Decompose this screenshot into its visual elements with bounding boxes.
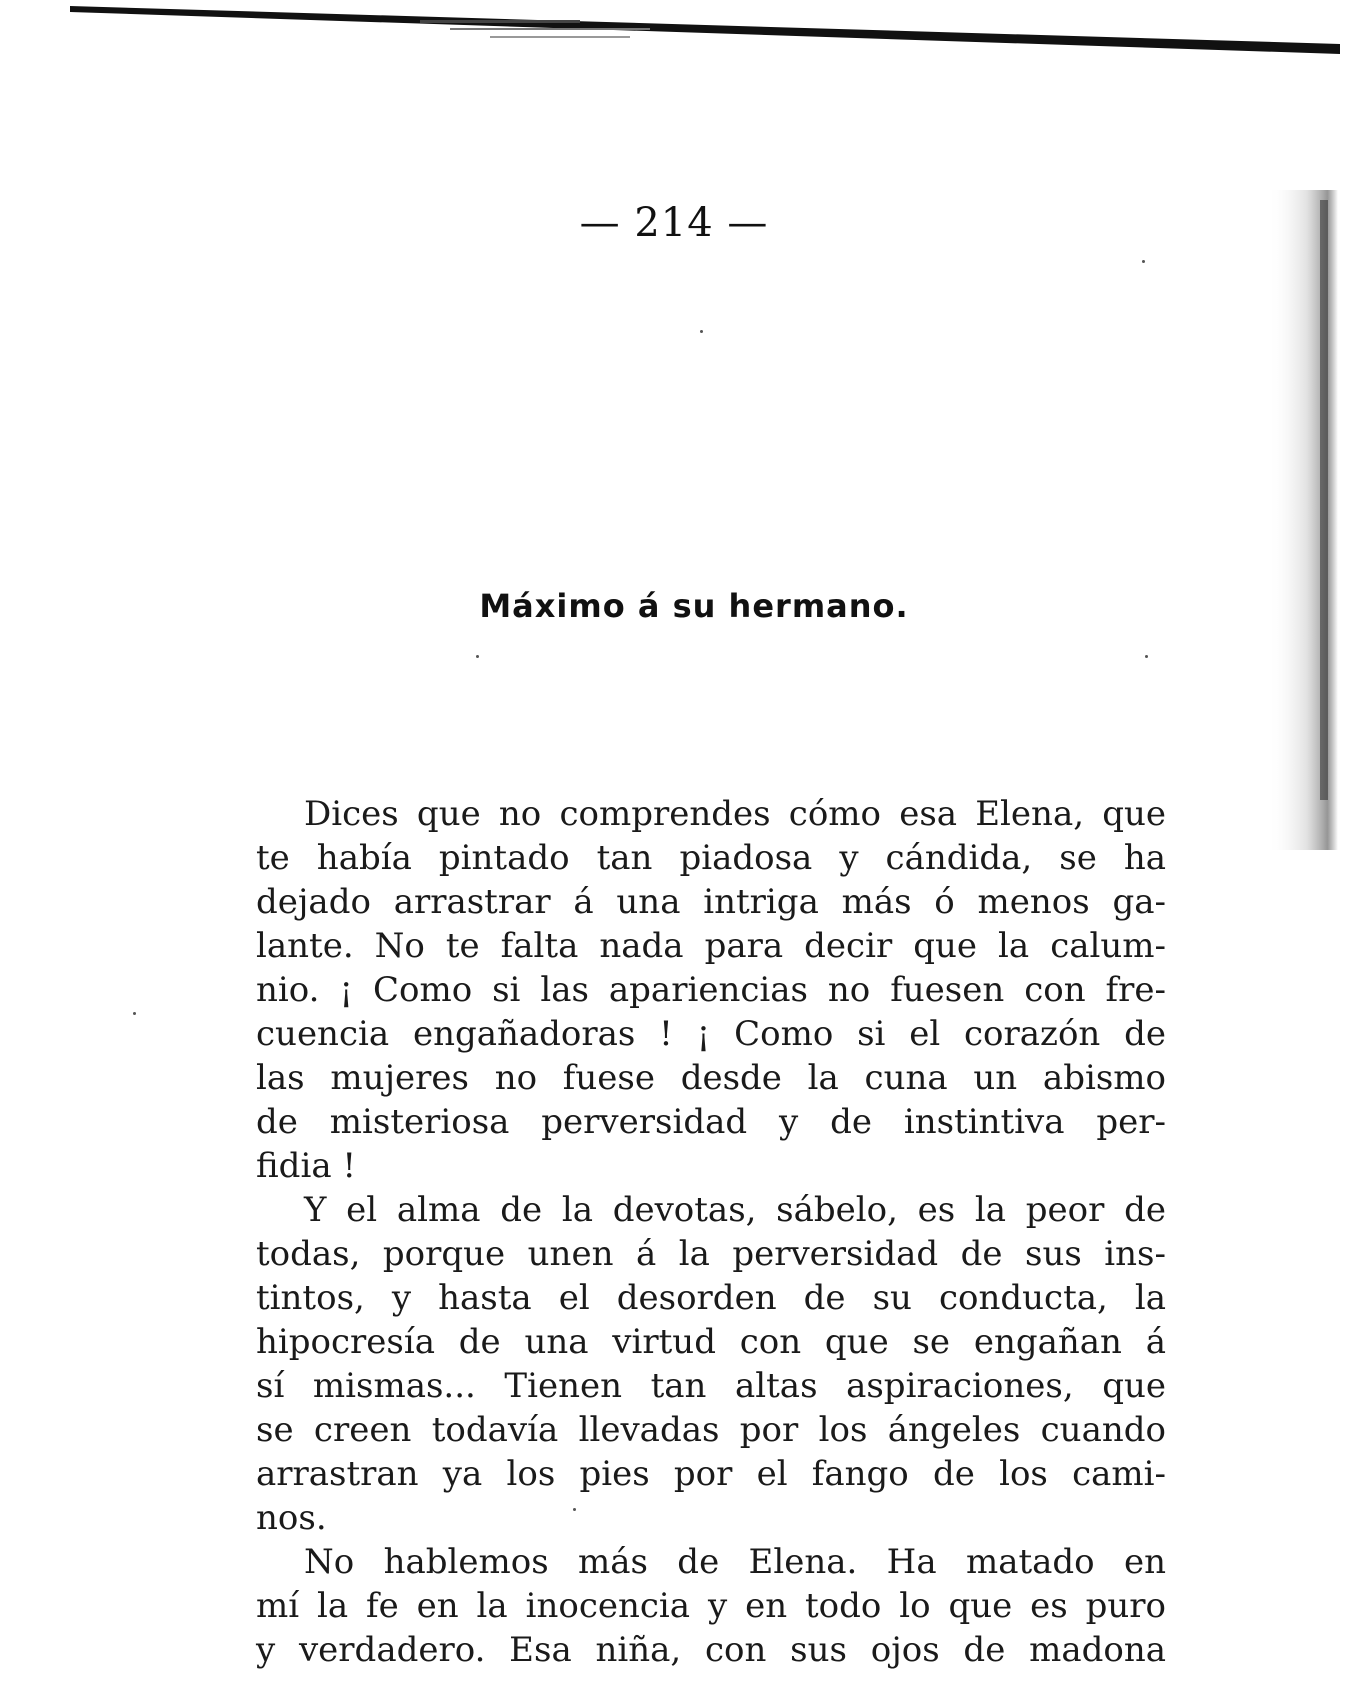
text-line: hipocresía de una virtud con que se engañan á — [256, 1322, 1166, 1362]
text-line: No hablemos más de Elena. Ha matado en — [304, 1542, 1166, 1582]
top-page-rule — [70, 6, 1340, 56]
scan-speck — [133, 1012, 136, 1015]
text-line: y verdadero. Esa niña, con sus ojos de madona — [256, 1630, 1166, 1670]
text-line: tintos, y hasta el desorden de su conducta, la — [256, 1278, 1166, 1318]
text-line: dejado arrastrar á una intriga más ó menos ga- — [256, 882, 1166, 922]
text-line: nos. — [256, 1498, 327, 1538]
text-line: de misteriosa perversidad y de instintiva per- — [256, 1102, 1166, 1142]
page-number: — 214 — — [579, 200, 769, 246]
text-line: lante. No te falta nada para decir que la calum- — [256, 926, 1166, 966]
text-line: nio. ¡ Como si las apariencias no fuesen con fre- — [256, 970, 1166, 1010]
text-line: fidia ! — [256, 1146, 357, 1186]
text-line: Dices que no comprendes cómo esa Elena, que — [304, 794, 1166, 834]
text-line: sí mismas... Tienen tan altas aspiraciones, que — [256, 1366, 1166, 1406]
text-line: mí la fe en la inocencia y en todo lo que es puro — [256, 1586, 1166, 1626]
scan-speck — [573, 1508, 576, 1511]
text-line: las mujeres no fuese desde la cuna un abismo — [256, 1058, 1166, 1098]
scan-speck — [1145, 655, 1148, 658]
paragraph — [256, 1540, 1166, 1672]
text-line: te había pintado tan piadosa y cándida, se ha — [256, 838, 1166, 878]
text-line: cuencia engañadoras ! ¡ Como si el corazón de — [256, 1014, 1166, 1054]
chapter-title: Máximo á su hermano. — [479, 587, 909, 625]
scan-speck — [476, 655, 479, 658]
text-line: se creen todavía llevadas por los ángeles cuando — [256, 1410, 1166, 1450]
paragraph — [256, 1188, 1166, 1540]
paragraph — [256, 792, 1166, 1188]
text-line: arrastran ya los pies por el fango de los cami- — [256, 1454, 1166, 1494]
page-edge-shadow — [1238, 150, 1348, 850]
text-line: Y el alma de la devotas, sábelo, es la peor de — [304, 1190, 1166, 1230]
scan-speck — [1142, 260, 1145, 263]
text-line: todas, porque unen á la perversidad de sus ins- — [256, 1234, 1166, 1274]
scan-speck — [700, 330, 703, 333]
body-text — [256, 792, 1166, 1672]
